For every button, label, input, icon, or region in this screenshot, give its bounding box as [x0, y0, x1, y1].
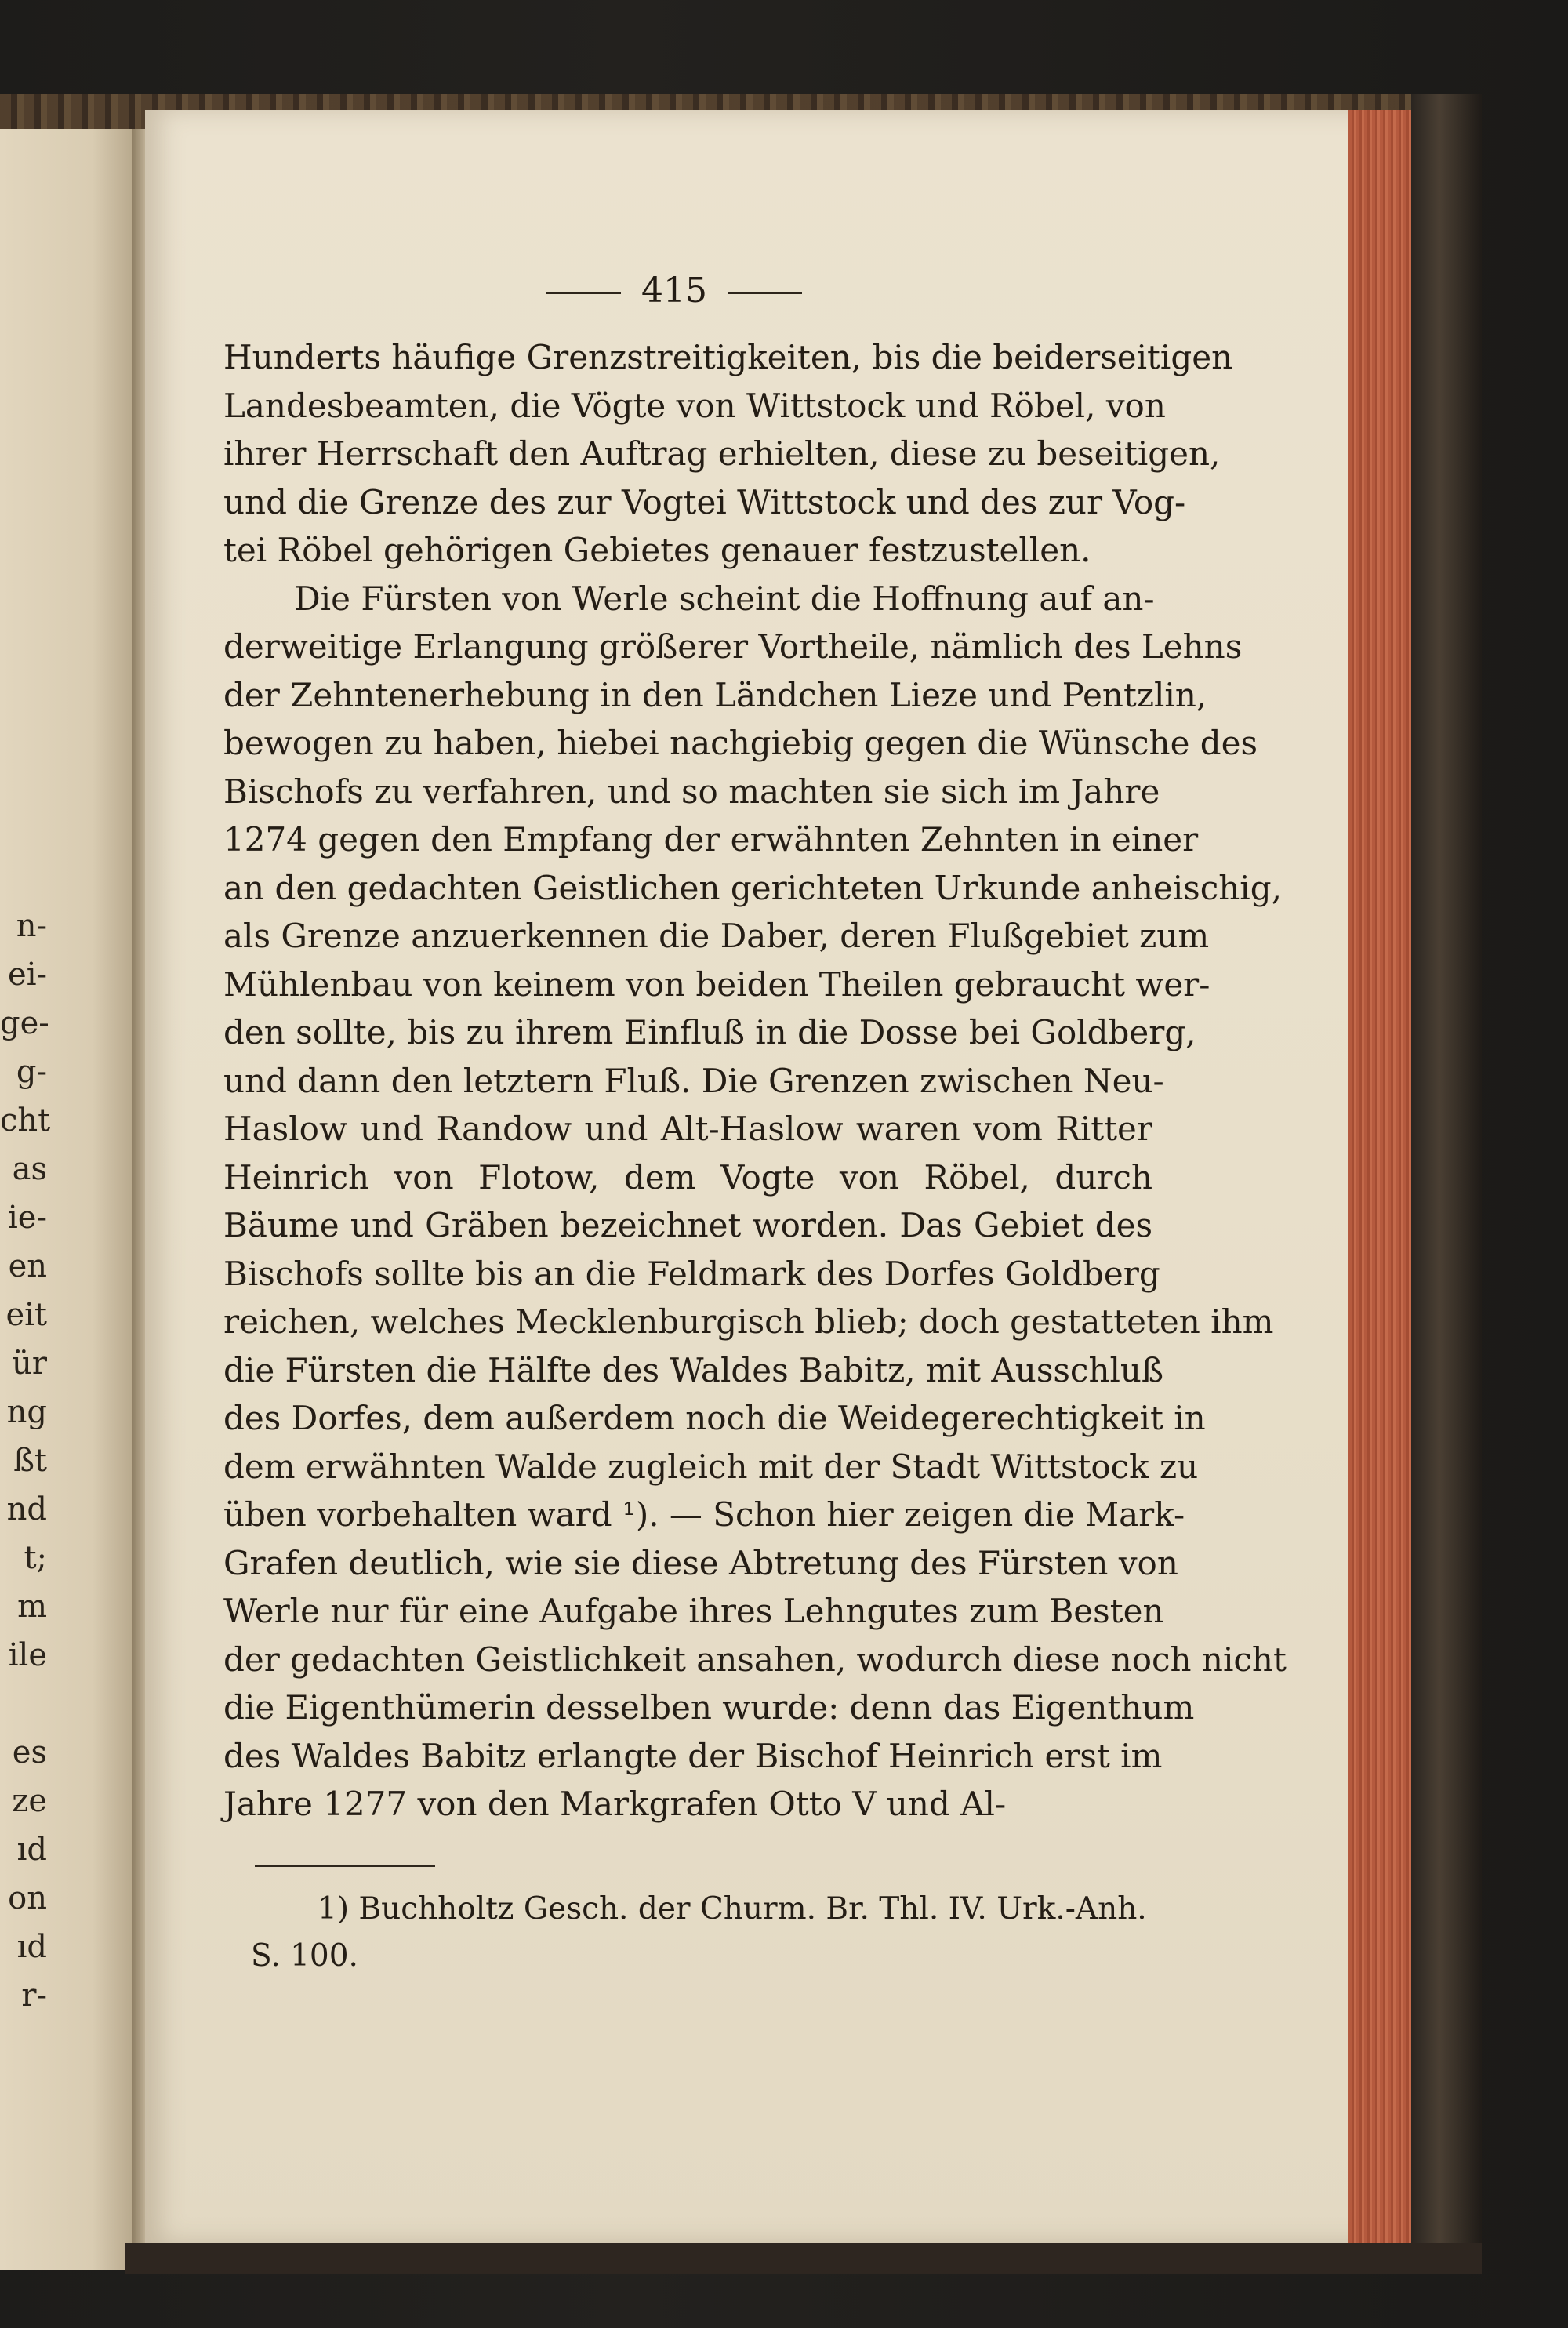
left-fragment: cht [0, 1102, 51, 1139]
text-line: die Eigenthümerin desselben wurde: denn das Eigenthum [223, 1688, 1195, 1727]
left-fragment [0, 1680, 47, 1728]
header-dash-left [546, 292, 621, 294]
text-line: Haslow und Randow und Alt-Haslow waren vom Ritter [223, 1110, 1152, 1148]
text-line: als Grenze anzuerkennen die Daber, deren Flußgebiet zum [223, 917, 1210, 955]
text-line: Mühlenbau von keinem von beiden Theilen gebraucht wer- [223, 964, 1210, 1004]
text-line: des Dorfes, dem außerdem noch die Weidegerechtigkeit in [223, 1399, 1206, 1437]
page-header [517, 271, 831, 311]
left-fragment: ie- [8, 1200, 47, 1236]
text-line: Hunderts häufige Grenzstreitigkeiten, bis die beiderseitigen [223, 338, 1233, 376]
left-fragment: ze [12, 1783, 47, 1819]
text-line: Grafen deutlich, wie sie diese Abtretung des Fürsten von [223, 1543, 1178, 1582]
header-dash-right [728, 292, 802, 294]
body-text [223, 333, 1287, 1829]
text-line: Heinrich von Flotow, dem Vogte von Röbel, durch [223, 1157, 1152, 1197]
text-line: dem erwähnten Walde zugleich mit der Stadt Wittstock zu [223, 1447, 1199, 1486]
footnote-line: S. 100. [251, 1938, 358, 1974]
left-fragment: en [8, 1248, 47, 1284]
left-fragment: ng [6, 1394, 47, 1430]
text-line: an den gedachten Geistlichen gerichteten Urkunde anheischig, [223, 868, 1282, 907]
text-line: Werle nur für eine Aufgabe ihres Lehngutes zum Besten [223, 1592, 1164, 1630]
text-line: Bäume und Gräben bezeichnet worden. Das Gebiet des [223, 1206, 1152, 1244]
text-line: tei Röbel gehörigen Gebietes genauer festzustellen. [223, 531, 1091, 569]
text-line: üben vorbehalten ward ¹). — Schon hier zeigen die Mark- [223, 1495, 1185, 1534]
book-cover-bottom-edge [125, 2243, 1482, 2274]
left-fragment: m [17, 1589, 47, 1625]
text-line: reichen, welches Mecklenburgisch blieb; doch gestatteten ihm [223, 1302, 1274, 1341]
left-fragment: r- [21, 1978, 47, 2014]
left-fragment: ür [12, 1346, 47, 1382]
left-fragment: eit [5, 1297, 47, 1333]
text-line: bewogen zu haben, hiebei nachgiebig gegen die Wünsche des [223, 724, 1258, 762]
text-line: Die Fürsten von Werle scheint die Hoffnung auf an- [294, 579, 1155, 618]
text-line: Landesbeamten, die Vögte von Wittstock und Röbel, von [223, 386, 1166, 425]
text-line: Jahre 1277 von den Markgrafen Otto V und Al- [223, 1785, 1007, 1823]
left-fragment: nd [6, 1491, 47, 1527]
text-line: die Fürsten die Hälfte des Waldes Babitz, mit Ausschluß [223, 1350, 1164, 1389]
left-fragment: ei- [8, 957, 47, 993]
text-line: und dann den letztern Fluß. Die Grenzen zwischen Neu- [223, 1061, 1164, 1100]
left-fragment: ıd [16, 1929, 47, 1965]
left-fragment: n- [16, 908, 47, 944]
footnote-rule [255, 1865, 435, 1867]
left-fragment: ge- [0, 1005, 49, 1041]
text-line: Bischofs zu verfahren, und so machten sie sich im Jahre [223, 772, 1160, 811]
text-line: ihrer Herrschaft den Auftrag erhielten, diese zu beseitigen, [223, 434, 1221, 473]
left-fragment: on [8, 1880, 47, 1916]
left-fragment: as [12, 1151, 47, 1187]
text-line: und die Grenze des zur Vogtei Wittstock und des zur Vog- [223, 482, 1186, 521]
text-line: der Zehntenerhebung in den Ländchen Lieze und Pentzlin, [223, 675, 1207, 714]
footnote-line: 1) Buchholtz Gesch. der Churm. Br. Thl. IV. Urk.-Anh. [318, 1891, 1147, 1927]
page-number: 415 [641, 271, 707, 311]
left-fragment: g- [16, 1054, 47, 1090]
left-fragment: es [12, 1734, 47, 1771]
book-cover-right-edge [1411, 94, 1482, 2274]
footnote [251, 1886, 1152, 1980]
text-line: Bischofs sollte bis an die Feldmark des Dorfes Goldberg [223, 1254, 1160, 1293]
left-fragment: ßt [13, 1443, 47, 1479]
text-line: den sollte, bis zu ihrem Einfluß in die Dosse bei Goldberg, [223, 1013, 1196, 1051]
left-fragment: ıd [16, 1832, 47, 1868]
text-line: des Waldes Babitz erlangte der Bischof Heinrich erst im [223, 1736, 1163, 1775]
red-page-edges [1348, 110, 1415, 2250]
left-page-text-fragments [0, 902, 51, 2020]
left-fragment: ile [8, 1637, 47, 1673]
left-fragment: t; [24, 1540, 47, 1576]
text-line: der gedachten Geistlichkeit ansahen, wodurch diese noch nicht [223, 1640, 1287, 1679]
text-line: derweitige Erlangung größerer Vortheile, nämlich des Lehns [223, 627, 1243, 666]
text-line: 1274 gegen den Empfang der erwähnten Zehnten in einer [223, 820, 1199, 859]
